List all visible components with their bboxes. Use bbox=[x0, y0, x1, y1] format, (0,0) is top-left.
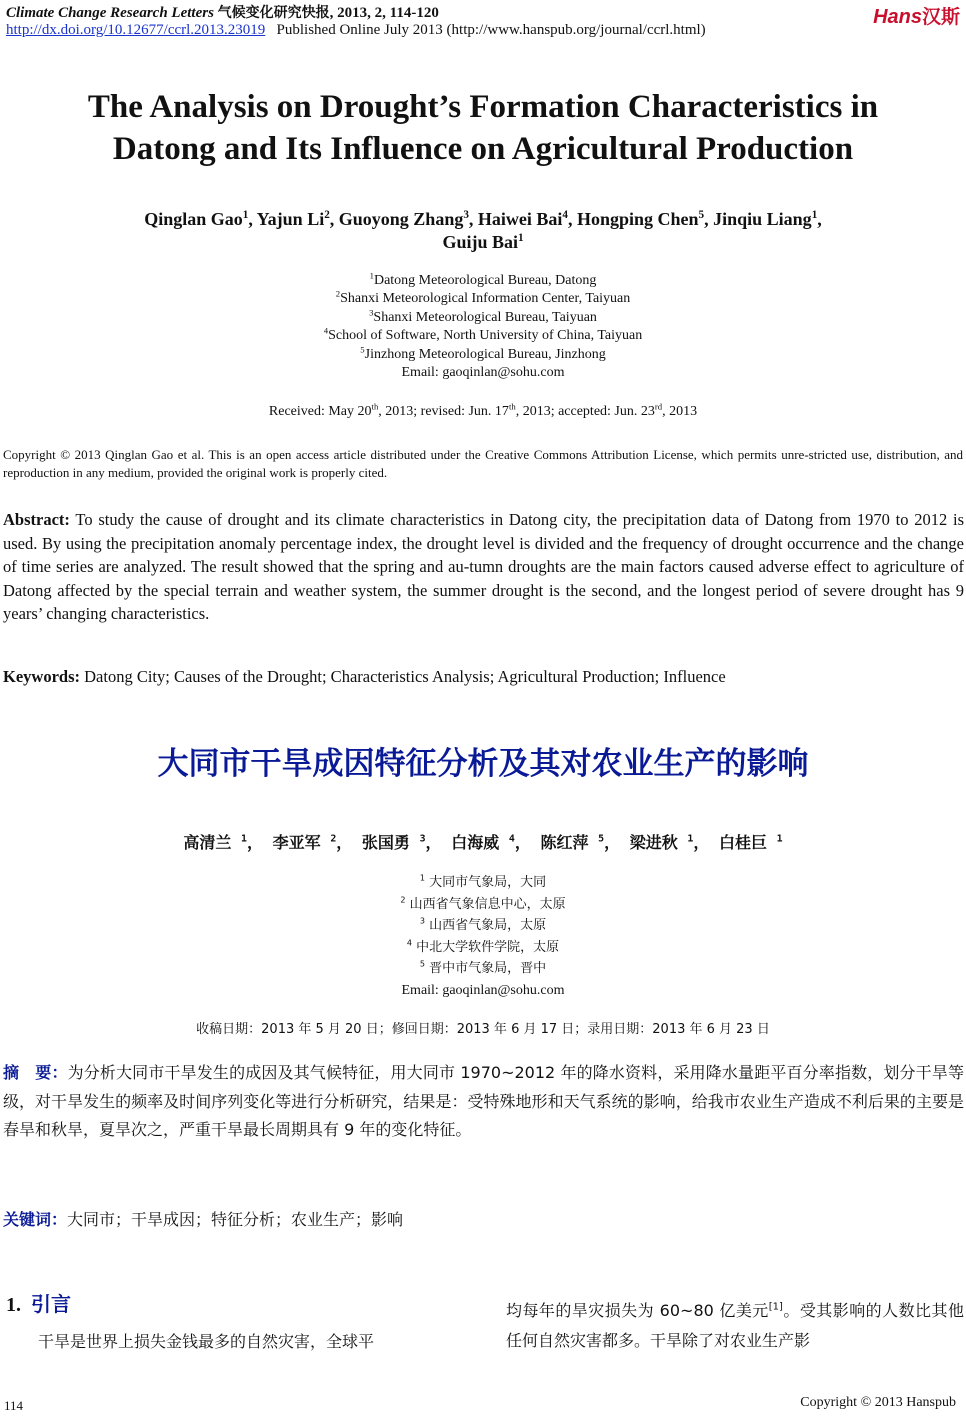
affiliation-en: $^1$Datong Meteorological Bureau, Datong bbox=[369, 270, 597, 288]
copyright-notice: Copyright © 2013 Qinglan Gao et al. This is an open access article distributed under the Creative Commons Attribution License, which permits unre-stricted use, distribution, and reproduction in any medium, provided the original work is properly cited. bbox=[3, 447, 963, 480]
abstract-cn-text: 为分析大同市干旱发生的成因及其气候特征，用大同市 1970~2012 年的降水资料，采用降水量距平百分率指数，划分干旱等级，对干旱发生的频率及时间序列变化等进行分析研究，结果是：受特殊地形和天气系统的影响，给我市农业生产造成不利后果的主要是春旱和秋旱，夏旱次之，严重干旱最长周期具有 9 年的变化特征。 bbox=[3, 1063, 964, 1139]
affiliation-cn: $^5$ 晋中市气象局，晋中 bbox=[419, 959, 547, 976]
author-cn: 陈红萍 $^5$， bbox=[540, 833, 630, 852]
body-right-column: 均每年的旱灾损失为 60~80 亿美元[1]。受其影响的人数比其他任何自然灾害都多。干旱除了对农业生产影 bbox=[506, 1301, 964, 1350]
section-number: 1. bbox=[6, 1294, 21, 1316]
abstract-cn bbox=[3, 1059, 964, 1145]
published-online: Published Online July 2013 (http://www.hanspub.org/journal/ccrl.html) bbox=[276, 22, 706, 38]
page-number: 114 bbox=[4, 1398, 24, 1413]
hans-logo bbox=[873, 2, 960, 29]
doi-link[interactable]: http://dx.doi.org/10.12677/ccrl.2013.23019 bbox=[6, 22, 266, 38]
keywords-cn-text: 大同市；干旱成因；特征分析；农业生产；影响 bbox=[67, 1210, 404, 1229]
citation-ref[interactable]: [1] bbox=[768, 1301, 783, 1313]
affiliation-cn: $^1$ 大同市气象局，大同 bbox=[419, 873, 547, 890]
affiliation-cn: $^4$ 中北大学软件学院，太原 bbox=[406, 938, 560, 955]
author-cn: 李亚军 $^2$， bbox=[272, 833, 362, 852]
affiliation-en: $^2$Shanxi Meteorological Information Center, Taiyuan bbox=[335, 288, 631, 307]
affiliation-cn: $^3$ 山西省气象局，太原 bbox=[419, 916, 547, 933]
abstract-cn-label: 摘 要： bbox=[3, 1063, 68, 1082]
affiliation-en: $^3$Shanxi Meteorological Bureau, Taiyuan bbox=[369, 307, 597, 325]
affiliation-cn: $^2$ 山西省气象信息中心，太原 bbox=[400, 895, 566, 912]
abstract-label: Abstract: bbox=[3, 510, 70, 529]
affiliation-en: $^4$School of Software, North University of China, Taiyuan bbox=[323, 325, 643, 344]
keywords-en bbox=[3, 667, 964, 687]
keywords-cn bbox=[3, 1207, 964, 1230]
journal-name-cn: 气候变化研究快报 bbox=[217, 5, 330, 21]
author-cn: 梁进秋 $^1$， bbox=[629, 833, 719, 852]
author-en: Haiwei Bai$^4$, bbox=[477, 209, 577, 229]
footer-copyright: Copyright © 2013 Hanspub bbox=[800, 1395, 956, 1410]
received-dates-cn: 收稿日期：2013 年 5 月 20 日；修回日期：2013 年 6 月 17 日；录用日期：2013 年 6 月 23 日 bbox=[196, 1022, 770, 1037]
author-cn: 白海威 $^4$， bbox=[451, 833, 541, 852]
logo-text: Hans bbox=[873, 6, 922, 28]
abstract-text: To study the cause of drought and its climate characteristics in Datong city, the precipitation data of Datong from 1970 to 2012 is used. By using the precipitation anomaly percentage index, the drought level is divided and the frequency of drought occurrence and the change of time series are analyzed. The result showed that the spring and au-tumn droughts are the main factors caused adverse effect to agriculture of Datong affected by the special terrain and weather system, the summer drought is the second, and the longest period of severe drought has 9 years’ changing characteristics. bbox=[3, 510, 964, 623]
abstract-en bbox=[3, 508, 964, 626]
email-en: Email: gaoqinlan@sohu.com bbox=[401, 365, 565, 381]
authors-cn bbox=[0, 830, 966, 853]
author-cn: 高清兰 $^1$， bbox=[183, 833, 273, 852]
received-dates-en: Received: May 20th, 2013; revised: Jun. 17th, 2013; accepted: Jun. 23rd, 2013 bbox=[268, 401, 698, 419]
keywords-label: Keywords: bbox=[3, 667, 80, 686]
affiliations-cn bbox=[0, 872, 966, 1001]
section-title: 引言 bbox=[31, 1292, 71, 1316]
journal-name: Climate Change Research Letters bbox=[6, 5, 214, 21]
author-en: Jinqiu Liang$^1$, bbox=[713, 209, 822, 229]
affiliation-en: $^5$Jinzhong Meteorological Bureau, Jinzhong bbox=[360, 343, 606, 362]
logo-cn: 汉斯 bbox=[921, 6, 960, 28]
author-cn: 张国勇 $^3$， bbox=[361, 833, 452, 852]
body-left-column: 干旱是世界上损失金钱最多的自然灾害，全球平 bbox=[38, 1332, 375, 1351]
author-en: Guiju Bai$^1$ bbox=[442, 232, 524, 252]
author-en: Guoyong Zhang$^3$, bbox=[338, 209, 478, 229]
email-cn: Email: gaoqinlan@sohu.com bbox=[401, 982, 565, 998]
affiliations-en bbox=[0, 272, 966, 382]
keywords-cn-label: 关键词： bbox=[3, 1210, 68, 1229]
journal-header bbox=[6, 2, 439, 22]
paper-title-cn: 大同市干旱成因特征分析及其对农业生产的影响 bbox=[157, 746, 809, 782]
journal-issue: , 2013, 2, 114-120 bbox=[329, 5, 439, 21]
author-en: Qinglan Gao$^1$, bbox=[144, 209, 257, 229]
keywords-text: Datong City; Causes of the Drought; Characteristics Analysis; Agricultural Production; Influence bbox=[84, 667, 726, 686]
author-cn: 白桂巨 $^1$ bbox=[718, 833, 783, 852]
title-en-line1: The Analysis on Drought’s Formation Characteristics in bbox=[87, 89, 879, 125]
title-en-line2: Datong and Its Influence on Agricultural Production bbox=[112, 131, 854, 167]
paper-title-en bbox=[0, 86, 966, 170]
doi-line bbox=[6, 22, 706, 39]
author-en: Yajun Li$^2$, bbox=[256, 209, 339, 229]
authors-en bbox=[0, 208, 966, 254]
section-heading bbox=[6, 1288, 71, 1317]
author-en: Hongping Chen$^5$, bbox=[577, 209, 714, 229]
